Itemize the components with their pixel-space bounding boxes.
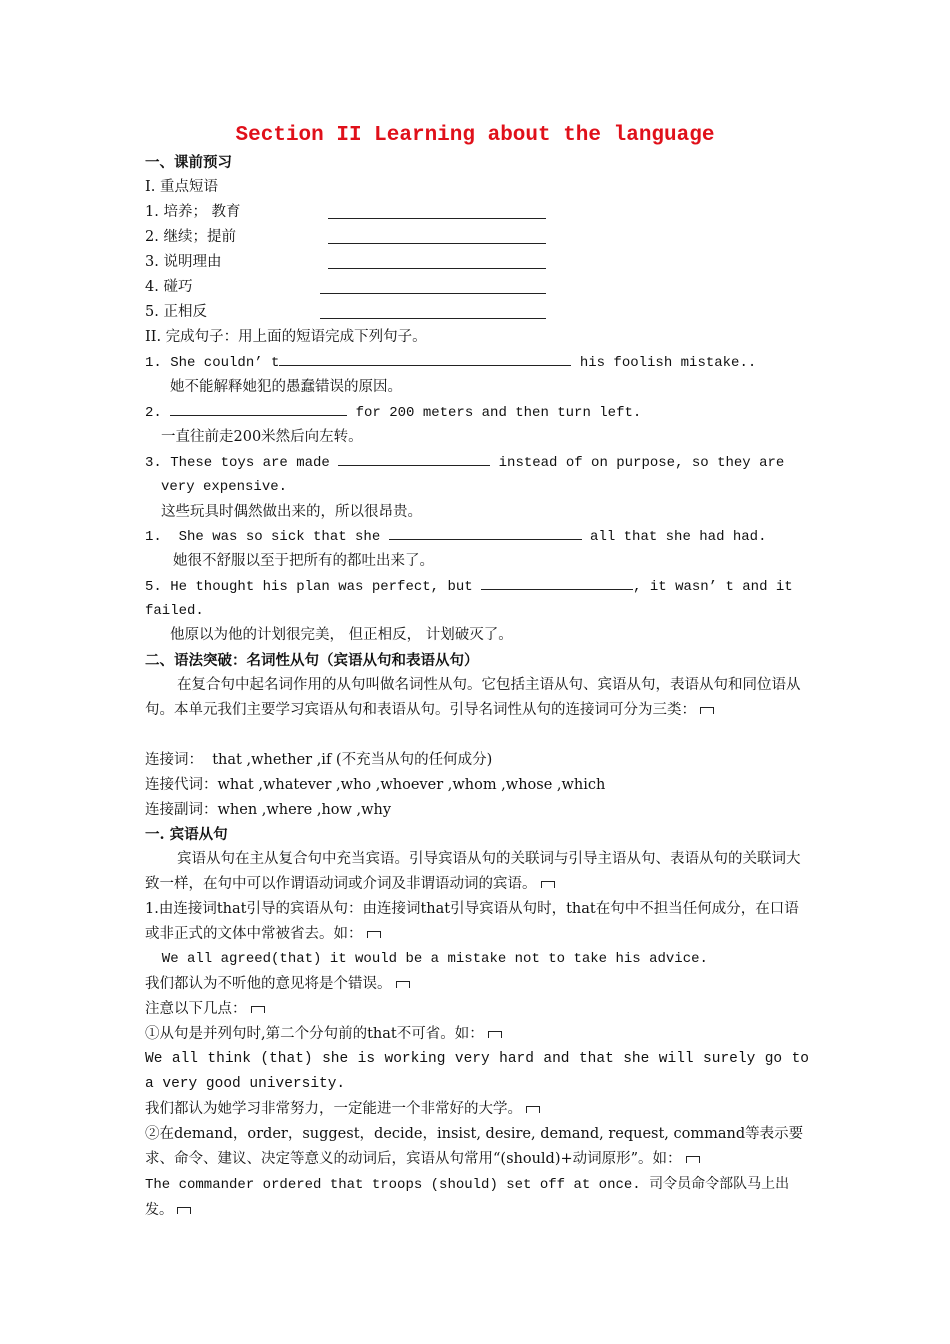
conjunctive-adverbs-line: 连接副词：when ,where ,how ,why: [145, 802, 392, 818]
rule-1-paragraph: 1.由连接词that引导的宾语从句：由连接词that引导宾语从句时，that在句中不担当任何成分，在口语或非正式的文体中常被省去。如：: [145, 901, 799, 942]
note-2-example: The commander ordered that troops (should) set off at once. 司令员命令部队马上出发。: [145, 1177, 790, 1219]
paragraph-mark-icon: [251, 1006, 265, 1013]
note-1-translation: 我们都认为她学习非常努力，一定能进一个非常好的大学。: [145, 1097, 540, 1122]
section2-heading: 二、语法突破：名词性从句（宾语从句和表语从句）: [145, 652, 479, 669]
paragraph-mark-icon: [177, 1207, 191, 1214]
phrase-5: 5. 正相反: [145, 304, 207, 320]
phrase-1: 1. 培养； 教育: [145, 204, 241, 220]
example-1: We all agreed(that) it would be a mistake not to take his advice.: [145, 951, 708, 967]
phrase-4-blank[interactable]: [320, 293, 546, 294]
phrase-3-blank[interactable]: [328, 268, 546, 269]
question-2: 2. for 200 meters and then turn left.: [145, 400, 641, 426]
paragraph-mark-icon: [367, 931, 381, 938]
paragraph-mark-icon: [700, 707, 714, 714]
question-5-blank[interactable]: [481, 574, 633, 590]
note-1: ①从句是并列句时,第二个分句前的that不可省。如：: [145, 1022, 502, 1047]
question-4-blank[interactable]: [389, 524, 582, 540]
question-1: 1. She couldn’ t his foolish mistake..: [145, 350, 756, 376]
note-label: 注意以下几点：: [145, 997, 265, 1022]
question-3-continued: very expensive.: [161, 479, 288, 495]
section1-heading: 一、课前预习: [145, 154, 232, 171]
question-5-translation: 他原以为他的计划很完美， 但正相反， 计划破灭了。: [170, 627, 513, 643]
example-1-translation: 我们都认为不听他的意见将是个错误。: [145, 972, 410, 997]
paragraph-mark-icon: [526, 1106, 540, 1113]
paragraph-mark-icon: [541, 881, 555, 888]
object-clause-intro: 宾语从句在主从复合句中充当宾语。引导宾语从句的关联词与引导主语从句、表语从句的关联词大致一样，在句中可以作谓语动词或介词及非谓语动词的宾语。: [145, 851, 801, 892]
phrase-1-blank[interactable]: [328, 218, 546, 219]
intro-paragraph: 在复合句中起名词作用的从句叫做名词性从句。它包括主语从句、宾语从句，表语从句和同位语从句。本单元我们主要学习宾语从句和表语从句。引导名词性从句的连接词可分为三类：: [145, 677, 801, 718]
question-4-translation: 她很不舒服以至于把所有的都吐出来了。: [173, 553, 434, 569]
part2-label: II. 完成句子：用上面的短语完成下列句子。: [145, 329, 427, 345]
question-4: 1. She was so sick that she all that she had had.: [145, 524, 766, 550]
paragraph-mark-icon: [488, 1031, 502, 1038]
part1-label: I. 重点短语: [145, 179, 218, 195]
conjunctions-line: 连接词： that ,whether ,if (不充当从句的任何成分): [145, 752, 493, 768]
paragraph-mark-icon: [686, 1156, 700, 1163]
phrase-4: 4. 碰巧: [145, 279, 193, 295]
question-2-translation: 一直往前走200米然后向左转。: [161, 429, 363, 445]
question-1-blank[interactable]: [279, 350, 571, 366]
question-5: 5. He thought his plan was perfect, but , it wasn’ t and it: [145, 574, 793, 600]
question-3-translation: 这些玩具时偶然做出来的，所以很昂贵。: [161, 504, 422, 520]
note-1-example: We all think (that) she is working very hard and that she will surely go to a very good university.: [145, 1051, 809, 1092]
note-2: ②在demand，order，suggest，decide，insist, desire, demand, request, command等表示要求、命令、建议、决定等意义的动词后，宾语从句常用“(should)+动词原形”。如：: [145, 1126, 804, 1167]
question-2-blank[interactable]: [170, 400, 347, 416]
question-5-continued: failed.: [145, 603, 204, 619]
question-3: 3. These toys are made instead of on purpose, so they are: [145, 450, 784, 476]
page-title: Section II Learning about the language: [235, 124, 715, 147]
question-3-blank[interactable]: [338, 450, 490, 466]
question-1-translation: 她不能解释她犯的愚蠢错误的原因。: [170, 379, 402, 395]
phrase-2: 2. 继续；提前: [145, 229, 236, 245]
phrase-5-blank[interactable]: [320, 318, 546, 319]
phrase-3: 3. 说明理由: [145, 254, 222, 270]
object-clause-heading: 一. 宾语从句: [145, 826, 228, 843]
phrase-2-blank[interactable]: [328, 243, 546, 244]
paragraph-mark-icon: [396, 981, 410, 988]
conjunctive-pronouns-line: 连接代词：what ,whatever ,who ,whoever ,whom ,whose ,which: [145, 777, 606, 793]
